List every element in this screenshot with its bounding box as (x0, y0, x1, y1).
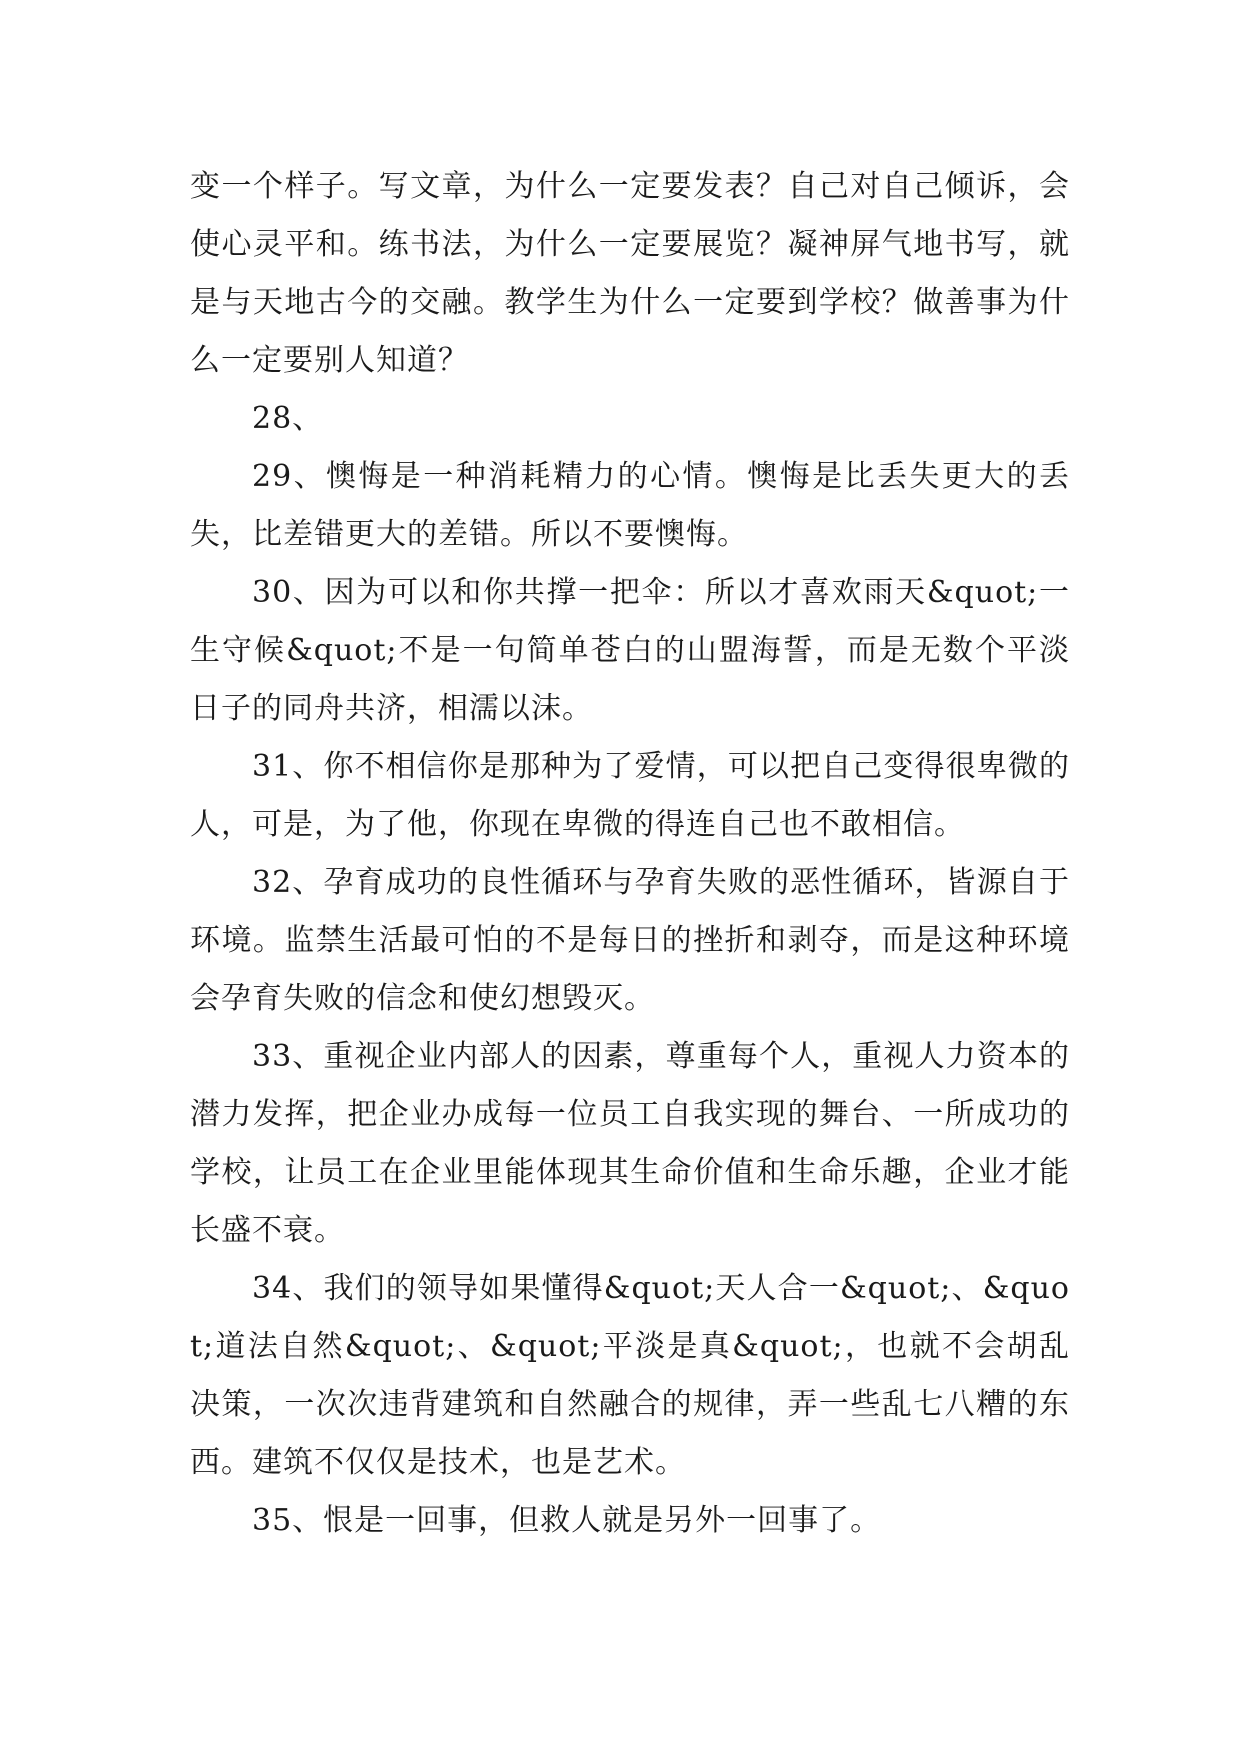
paragraph-continuation: 变一个样子。写文章，为什么一定要发表？自己对自己倾诉，会使心灵平和。练书法，为什么一定要展览？凝神屏气地书写，就是与天地古今的交融。教学生为什么一定要到学校？做善事为什么一定要别人知道？ (190, 169, 1070, 378)
paragraph-item-34: 34、我们的领导如果懂得&quot;天人合一&quot;、&quot;道法自然&quot;、&quot;平淡是真&quot;，也就不会胡乱决策，一次次违背建筑和自然融合的规律，弄一些乱七八糟的东西。建筑不仅仅是技术，也是艺术。 (190, 1271, 1070, 1480)
paragraph-item-28: 28、 (252, 401, 324, 436)
paragraph-item-30: 30、因为可以和你共撑一把伞：所以才喜欢雨天&quot;一生守候&quot;不是一句简单苍白的山盟海誓，而是无数个平淡日子的同舟共济，相濡以沫。 (190, 575, 1070, 726)
body-text (190, 158, 1070, 1550)
paragraph-item-35: 35、恨是一回事，但救人就是另外一回事了。 (252, 1503, 882, 1538)
paragraph-item-33: 33、重视企业内部人的因素，尊重每个人，重视人力资本的潜力发挥，把企业办成每一位员工自我实现的舞台、一所成功的学校，让员工在企业里能体现其生命价值和生命乐趣，企业才能长盛不衰。 (190, 1039, 1070, 1248)
paragraph-item-29: 29、懊悔是一种消耗精力的心情。懊悔是比丢失更大的丢失，比差错更大的差错。所以不要懊悔。 (190, 459, 1070, 552)
paragraph-item-32: 32、孕育成功的良性循环与孕育失败的恶性循环，皆源自于环境。监禁生活最可怕的不是每日的挫折和剥夺，而是这种环境会孕育失败的信念和使幻想毁灭。 (190, 865, 1070, 1016)
paragraph-item-31: 31、你不相信你是那种为了爱情，可以把自己变得很卑微的人，可是，为了他，你现在卑微的得连自己也不敢相信。 (190, 749, 1070, 842)
